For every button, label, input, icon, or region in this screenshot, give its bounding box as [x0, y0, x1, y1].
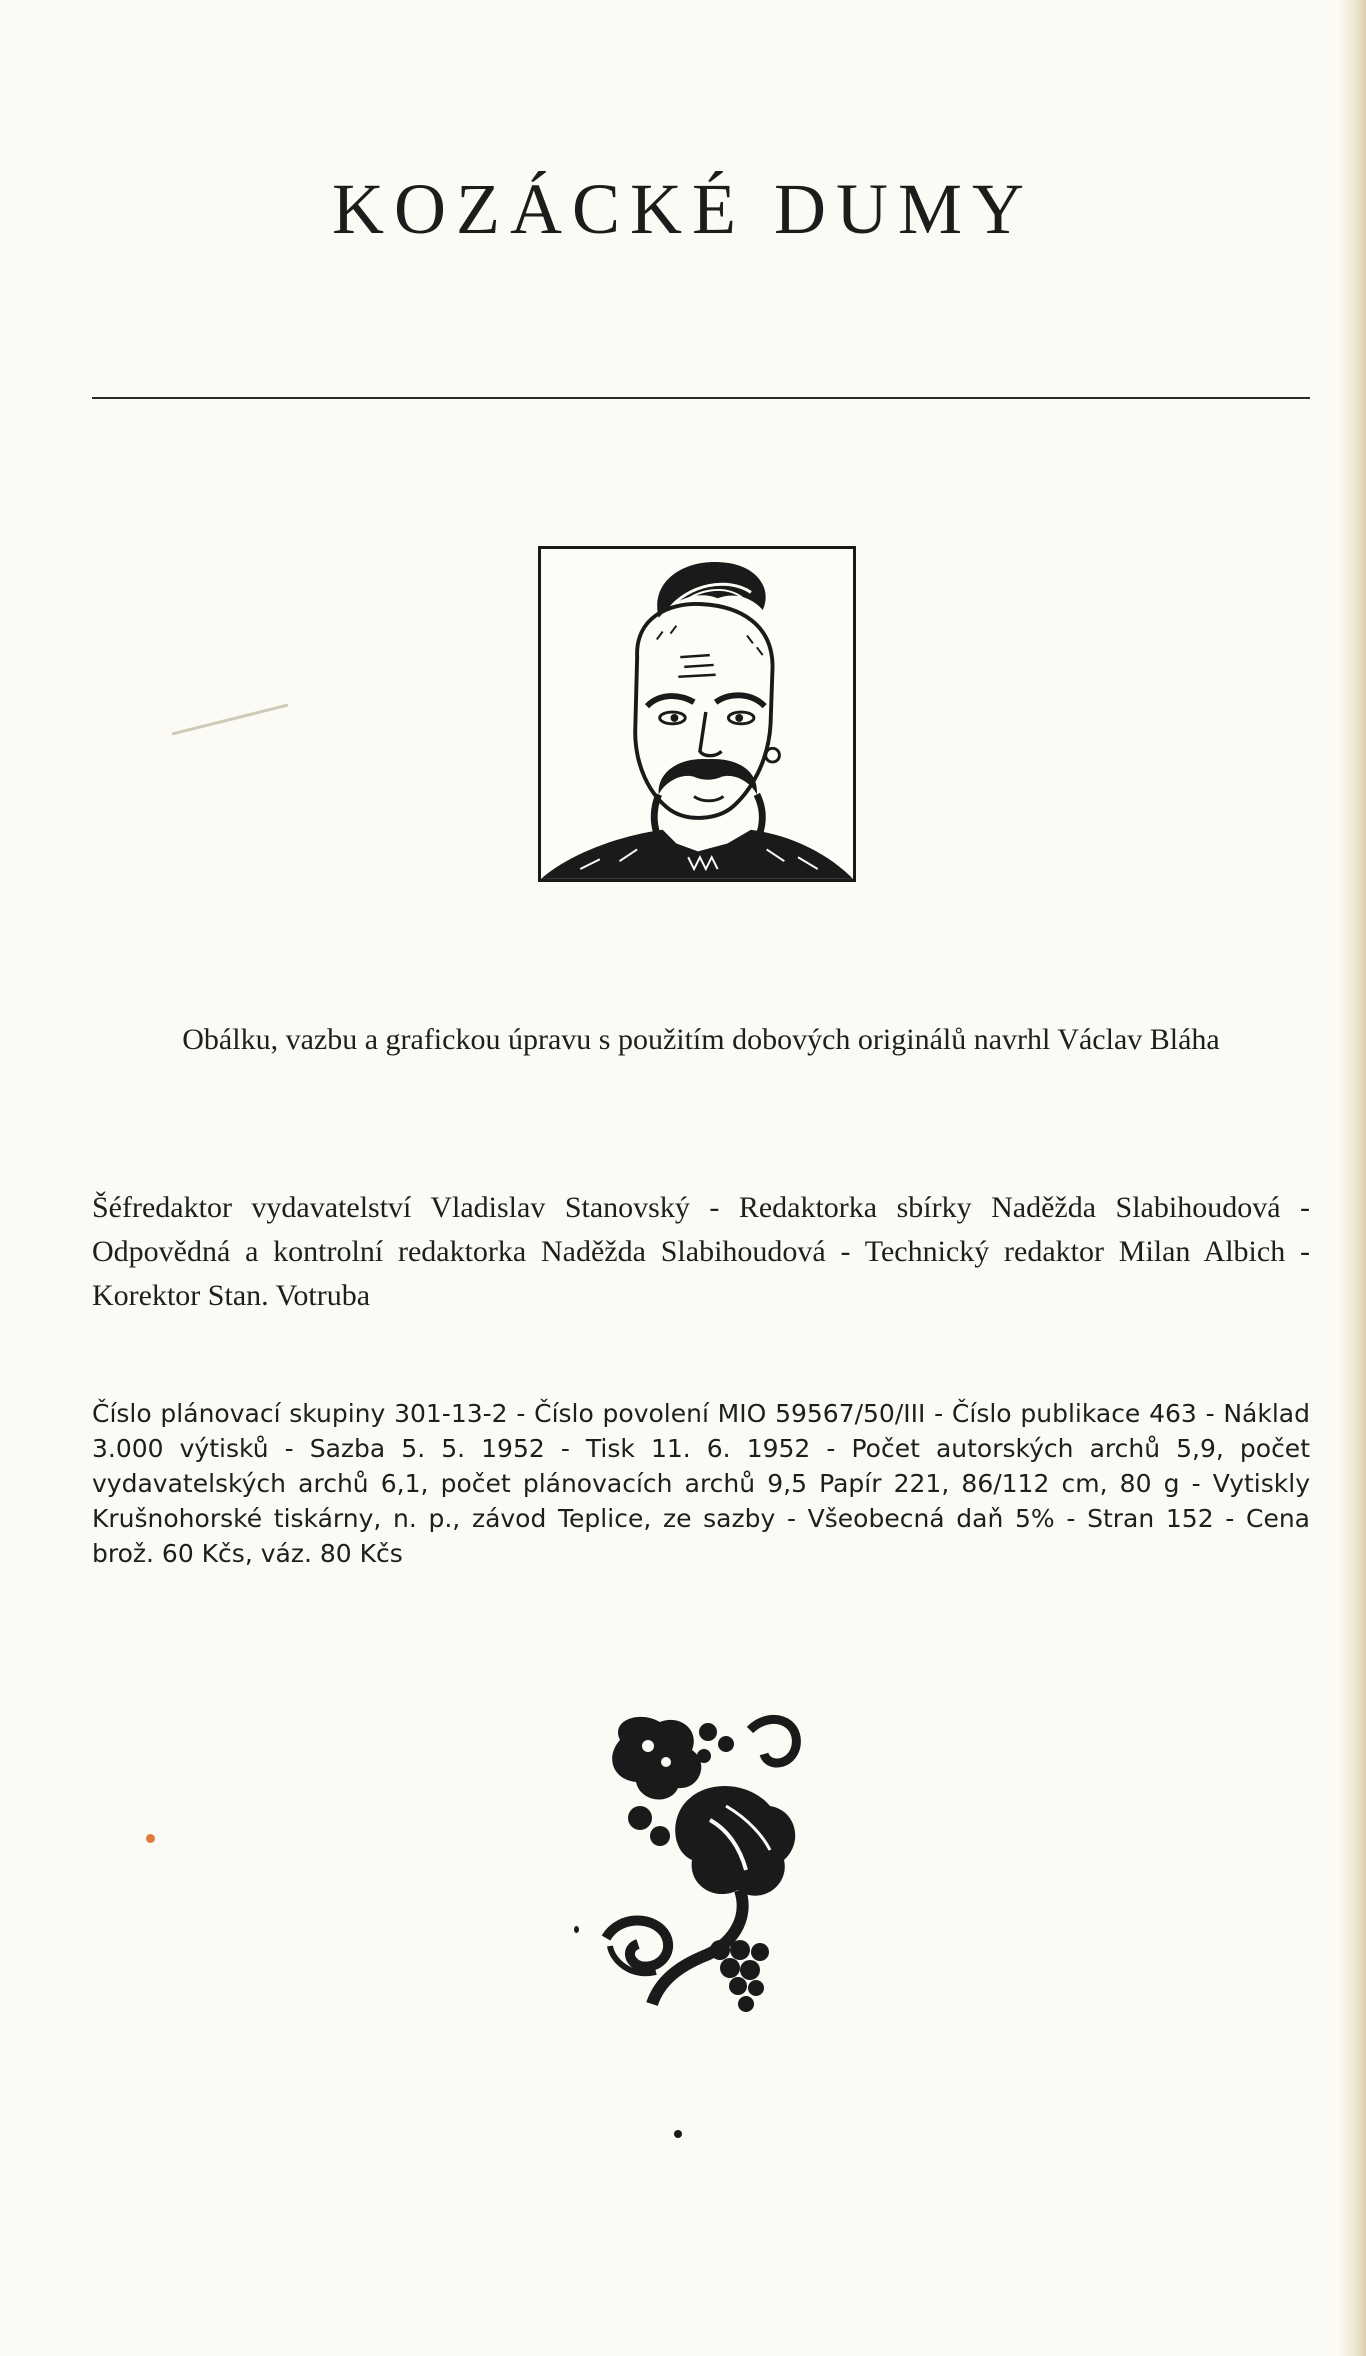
paper-speck: [574, 1926, 579, 1933]
book-title: KOZÁCKÉ DUMY: [332, 169, 1034, 249]
grapevine-icon: [600, 1710, 820, 2020]
publication-imprint: Číslo plánovací skupiny 301-13-2 - Číslo povolení MIO 59567/50/III - Číslo publikace 463 - Náklad 3.000 výtisků - Sazba 5. 5. 1952 - Tisk 11. 6. 1952 - Počet autorských archů 5,9, počet vydavatelských archů 6,1, počet plánovacích archů 9,5 Papír 221, 86/112 cm, 80 g - Vytiskly Krušnohorské tiskárny, n. p., závod Teplice, ze sazby - Všeobecná daň 5% - Stran 152 - Cena brož. 60 Kčs, váz. 80 Kčs: [92, 1399, 1310, 1568]
paper-speck: [674, 2130, 682, 2138]
cossack-portrait-icon: [541, 549, 853, 879]
paper-speck: [146, 1834, 155, 1843]
paper-speck: [171, 704, 288, 736]
page-edge-shadow: [1338, 0, 1366, 2356]
grapevine-ornament: [600, 1710, 820, 2020]
title-divider: [92, 397, 1310, 399]
cossack-portrait-illustration: [538, 546, 856, 882]
design-credit: Obálku, vazbu a grafickou úpravu s použitím dobových originálů navrhl Václav Bláha: [182, 1023, 1220, 1056]
editorial-credits: Šéfredaktor vydavatelství Vladislav Stanovský - Redaktorka sbírky Naděžda Slabihoudová - Odpovědná a kontrolní redaktorka Naděžda Slabihoudová - Technický redaktor Milan Albich - Korektor Stan. Votruba: [92, 1191, 1310, 1312]
